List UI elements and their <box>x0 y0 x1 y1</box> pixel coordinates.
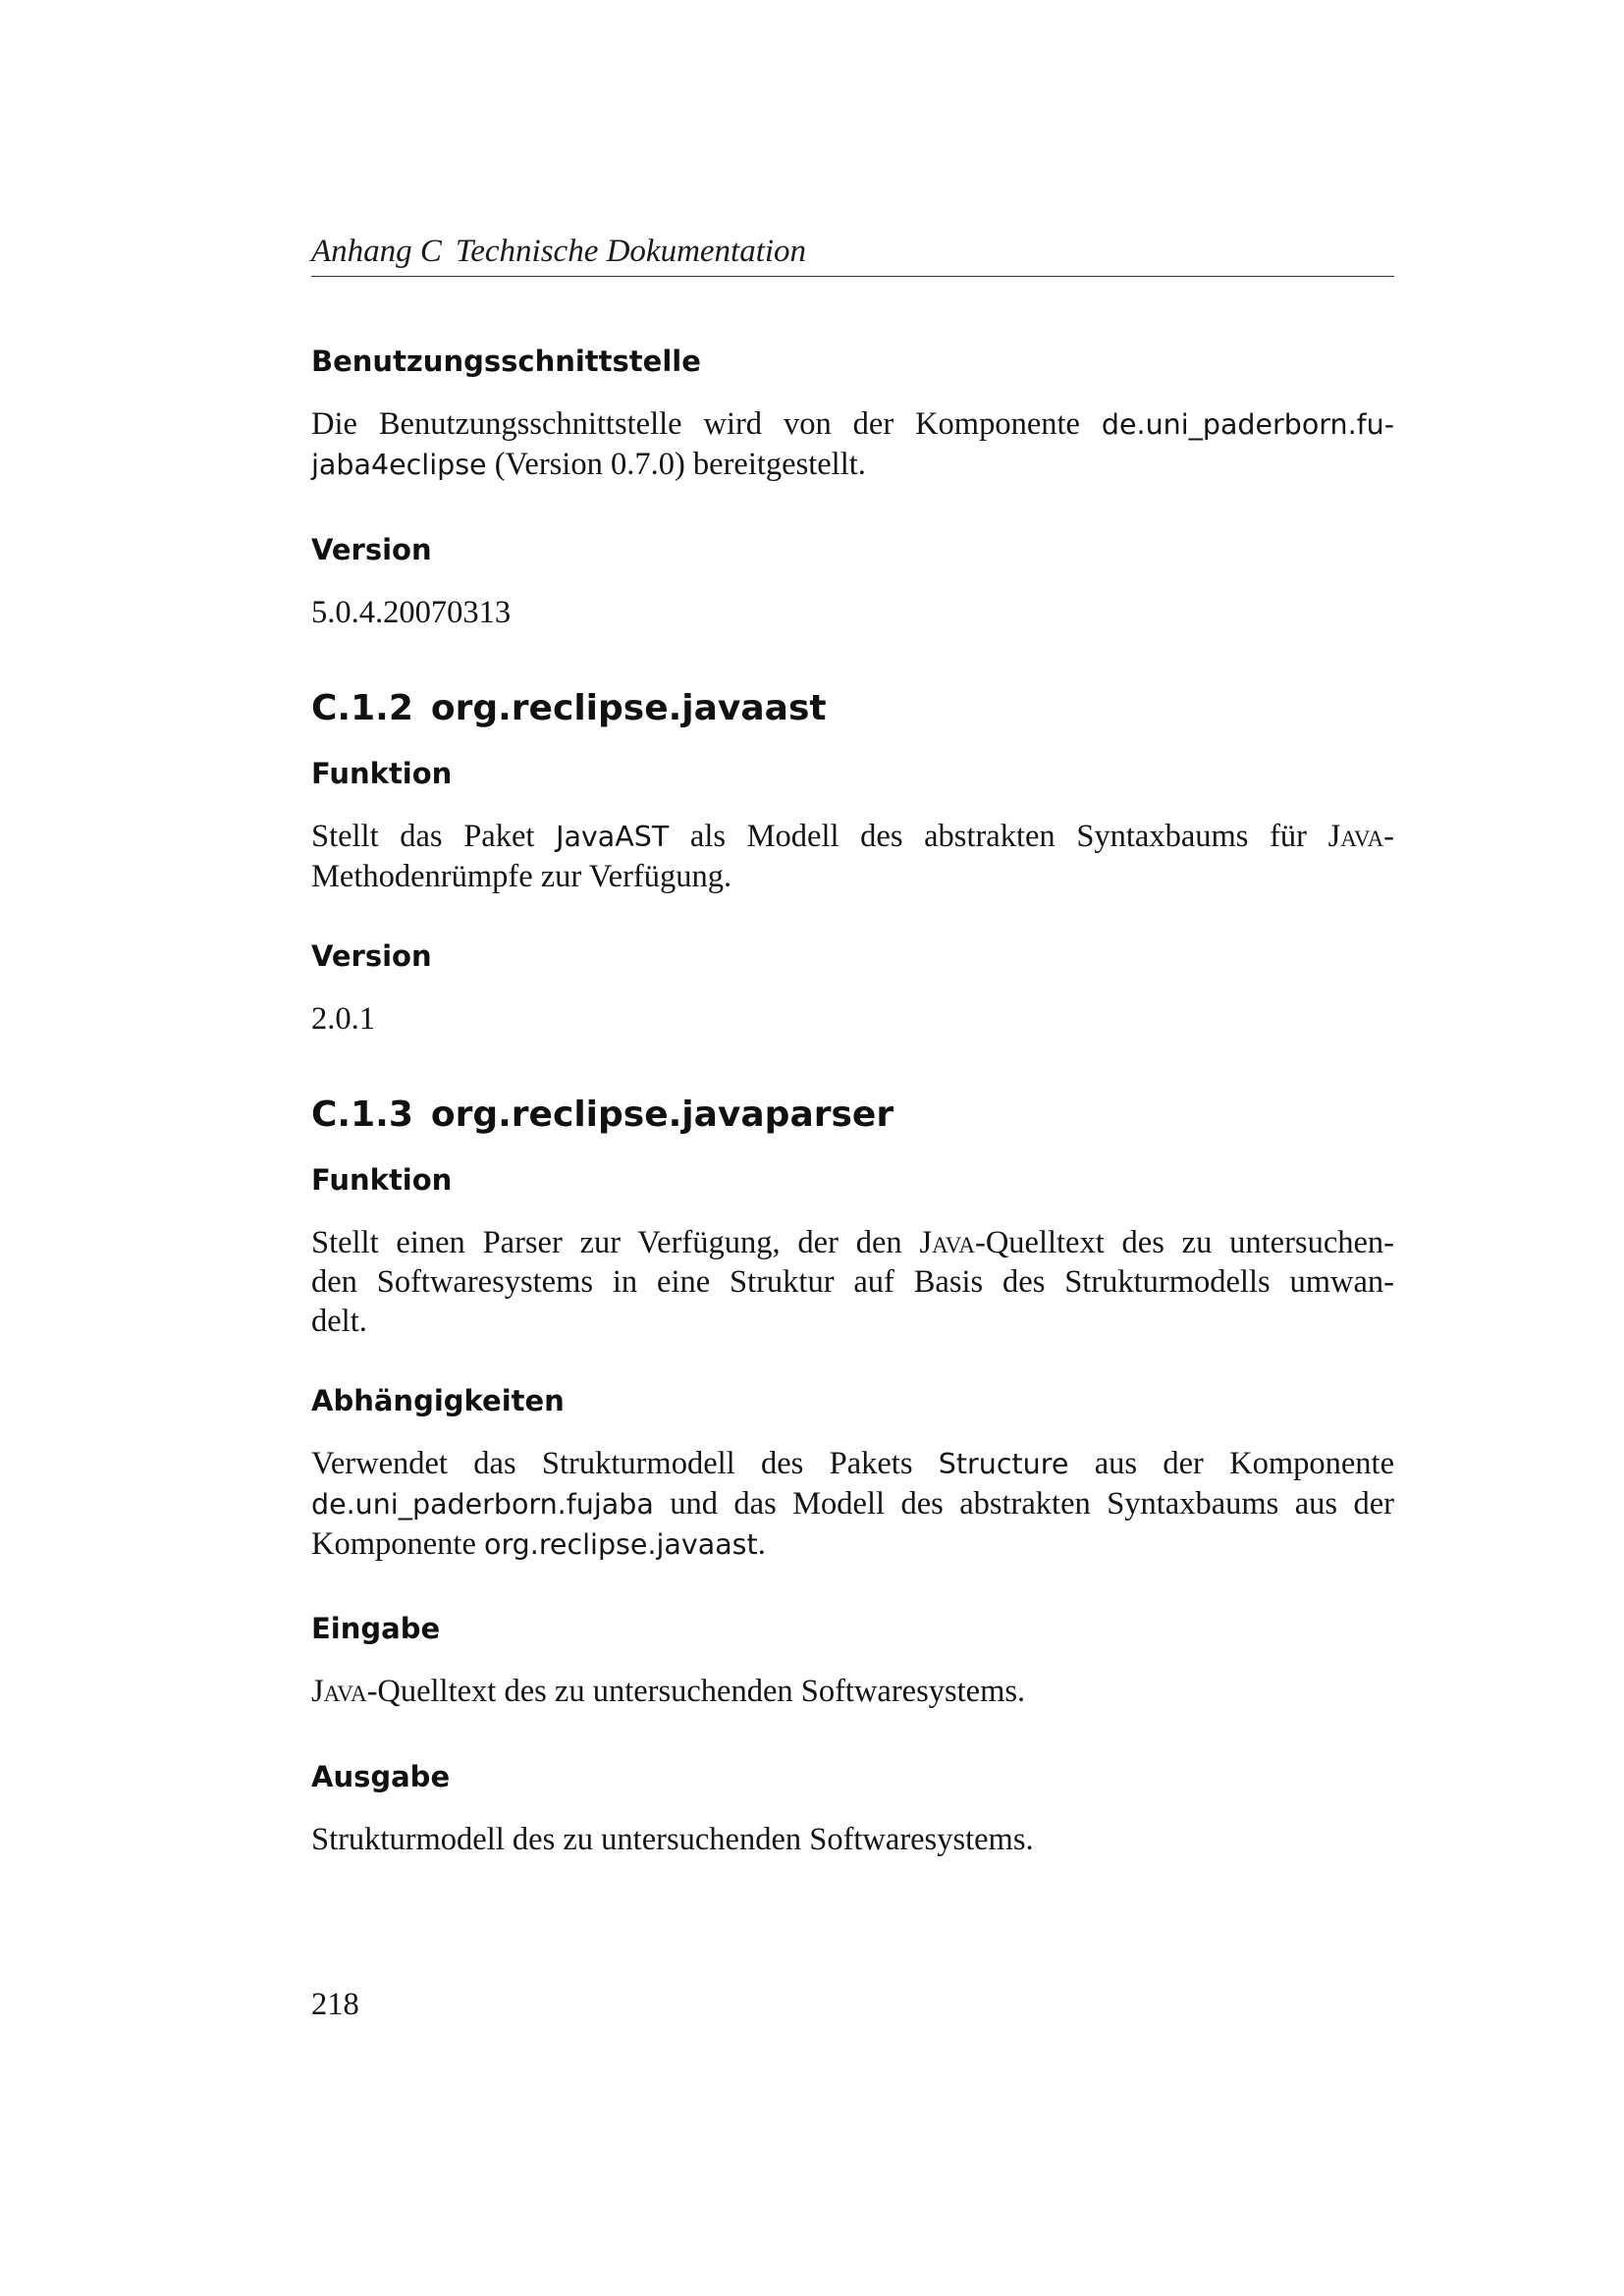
text-span: als Modell des abstrakten Syntaxbaums für <box>689 819 1307 854</box>
package-name: JavaAST <box>556 821 670 853</box>
paragraph-funktion-javaparser <box>311 1223 1394 1341</box>
paragraph-line <box>311 1484 1394 1524</box>
text-span: Verwendet das Strukturmodell des Pakets <box>311 1446 913 1481</box>
java-smallcaps: Java <box>311 1674 367 1709</box>
text-span: Komponente <box>311 1526 476 1562</box>
version-value: 5.0.4.20070313 <box>311 595 512 630</box>
section-number: C.1.3 <box>311 1095 413 1135</box>
document-page <box>311 0 1394 2296</box>
heading-benutzungsschnittstelle: Benutzungsschnittstelle <box>311 345 701 378</box>
paragraph-funktion-javaast <box>311 817 1394 896</box>
paragraph-benutzungsschnittstelle <box>311 404 1394 485</box>
section-heading-javaast <box>311 687 1394 730</box>
paragraph-line <box>311 1444 1394 1484</box>
text-span: Stellt das Paket <box>311 819 535 854</box>
text-span: -Quelltext des zu untersuchen- <box>975 1225 1394 1260</box>
paragraph-line <box>311 817 1394 857</box>
section-number: C.1.2 <box>311 688 413 728</box>
header-rule <box>311 276 1394 277</box>
paragraph-line: Methodenrümpfe zur Verfügung. <box>311 859 732 894</box>
heading-version: Version <box>311 939 432 973</box>
paragraph-line: delt. <box>311 1304 367 1339</box>
component-name: de.uni_paderborn.fujaba <box>311 1488 654 1521</box>
heading-version: Version <box>311 533 432 566</box>
text-span: und das Modell des abstrakten Syntaxbaums aus der <box>670 1486 1394 1522</box>
header-chapter-title: Technische Dokumentation <box>455 234 807 269</box>
text-span: -Quelltext des zu untersuchenden Softwaresystems. <box>366 1674 1026 1709</box>
java-smallcaps: Java <box>919 1225 975 1260</box>
paragraph-abhaengigkeiten <box>311 1444 1394 1565</box>
page-number: 218 <box>311 1987 359 2022</box>
text-span: (Version 0.7.0) bereitgestellt. <box>494 447 866 482</box>
paragraph-line <box>311 404 1394 445</box>
java-smallcaps: Java- <box>1327 819 1394 854</box>
running-header <box>311 232 1394 271</box>
component-name: org.reclipse.javaast <box>484 1528 758 1561</box>
text-span: . <box>757 1526 766 1562</box>
header-chapter-label: Anhang C <box>311 234 442 269</box>
paragraph-ausgabe: Strukturmodell des zu untersuchenden Softwaresystems. <box>311 1822 1034 1857</box>
text-span: aus der Komponente <box>1094 1446 1395 1481</box>
heading-funktion: Funktion <box>311 757 453 790</box>
component-name: de.uni_paderborn.fu- <box>1101 408 1395 441</box>
section-title: org.reclipse.javaast <box>430 688 827 728</box>
heading-abhaengigkeiten: Abhängigkeiten <box>311 1384 565 1417</box>
package-name: Structure <box>938 1448 1069 1480</box>
paragraph-line: den Softwaresystems in eine Struktur auf Basis des Strukturmodells umwan- <box>311 1264 1394 1300</box>
heading-eingabe: Eingabe <box>311 1612 441 1645</box>
heading-ausgabe: Ausgabe <box>311 1760 451 1793</box>
paragraph-eingabe <box>311 1672 1394 1711</box>
component-name: jaba4eclipse <box>311 449 487 481</box>
text-span: Die Benutzungsschnittstelle wird von der Komponente <box>311 406 1080 442</box>
paragraph-line <box>311 1223 1394 1262</box>
section-heading-javaparser <box>311 1094 1394 1137</box>
section-title: org.reclipse.javaparser <box>430 1095 894 1135</box>
paragraph-line <box>311 1524 1394 1565</box>
version-value: 2.0.1 <box>311 1001 375 1037</box>
heading-funktion: Funktion <box>311 1163 453 1197</box>
text-span: Stellt einen Parser zur Verfügung, der den <box>311 1225 902 1260</box>
paragraph-line <box>311 445 1394 485</box>
